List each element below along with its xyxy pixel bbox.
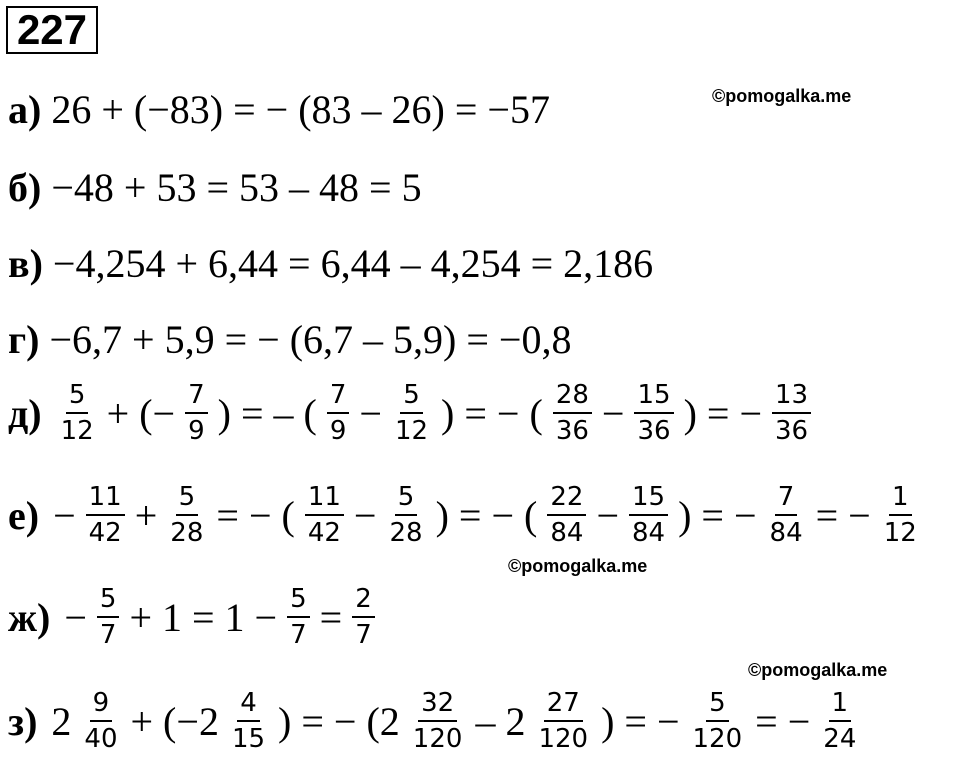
equation-z: з) 2 $\frac{9}{40}$ + (−2 $\frac{4}{15}$ ) = − (2 $\frac{32}{120}$ – 2 $\frac{27}{120}$ ) = − $\frac{5}{120}$ = − $\frac{1}{24}$ <box>8 688 865 754</box>
label-d: д) <box>8 390 42 436</box>
fraction: $\frac{11}{42}$ <box>86 482 125 548</box>
fraction: $\frac{5}{12}$ <box>60 380 94 446</box>
fraction: $\frac{1}{24}$ <box>823 688 857 754</box>
fraction: $\frac{27}{120}$ <box>538 688 589 754</box>
equation-g <box>8 316 571 363</box>
fraction: $\frac{1}{12}$ <box>883 482 917 548</box>
label-g: г) <box>8 317 40 362</box>
label-e: е) <box>8 492 40 538</box>
expr-a: 26 + (−83) = − (83 – 26) = −57 <box>51 87 550 132</box>
fraction: $\frac{9}{40}$ <box>84 688 118 754</box>
fraction: $\frac{13}{36}$ <box>772 380 811 446</box>
fraction: $\frac{2}{7}$ <box>352 584 375 650</box>
fraction: $\frac{5}{28}$ <box>389 482 423 548</box>
fraction: $\frac{22}{84}$ <box>547 482 586 548</box>
fraction: $\frac{5}{7}$ <box>97 584 120 650</box>
label-zh: ж) <box>8 594 51 640</box>
fraction: $\frac{7}{9}$ <box>327 380 350 446</box>
fraction: $\frac{4}{15}$ <box>231 688 266 754</box>
fraction: $\frac{11}{42}$ <box>305 482 344 548</box>
expr-g: −6,7 + 5,9 = − (6,7 – 5,9) = −0,8 <box>49 317 572 362</box>
watermark: ©pomogalka.me <box>508 556 648 576</box>
watermark: ©pomogalka.me <box>748 660 888 680</box>
label-v: в) <box>8 241 43 286</box>
fraction: $\frac{5}{12}$ <box>394 380 429 446</box>
equation-zh: ж) − $\frac{5}{7}$ + 1 = 1 − $\frac{5}{7}$ = $\frac{2}{7}$ <box>8 584 381 650</box>
equation-e: е) − $\frac{11}{42}$ + $\frac{5}{28}$ = − ( $\frac{11}{42}$ − $\frac{5}{28}$ ) = − ( $\frac{22}{84}$ − $\frac{15}{84}$ ) = − $\frac{7}{84}$ = − $\frac{1}{12}$ <box>8 482 926 548</box>
equation-d: д) $\frac{5}{12}$ + (− $\frac{7}{9}$ ) = – ( $\frac{7}{9}$ − $\frac{5}{12}$ ) = − ( $\frac{28}{36}$ − $\frac{15}{36}$ ) = − $\frac{13}{36}$ <box>8 380 817 446</box>
fraction: $\frac{28}{36}$ <box>553 380 592 446</box>
equation-b <box>8 164 422 211</box>
equation-a <box>8 86 550 133</box>
fraction: $\frac{7}{9}$ <box>185 380 208 446</box>
fraction: $\frac{7}{84}$ <box>769 482 803 548</box>
fraction: $\frac{5}{7}$ <box>287 584 310 650</box>
fraction: $\frac{15}{36}$ <box>634 380 673 446</box>
equation-v <box>8 240 653 287</box>
expr-v: −4,254 + 6,44 = 6,44 – 4,254 = 2,186 <box>52 241 654 286</box>
fraction: $\frac{32}{120}$ <box>412 688 463 754</box>
label-z: з) <box>8 698 38 744</box>
fraction: $\frac{15}{84}$ <box>629 482 668 548</box>
fraction: $\frac{5}{28}$ <box>170 482 204 548</box>
problem-number: 227 <box>6 6 98 54</box>
fraction: $\frac{5}{120}$ <box>692 688 743 754</box>
label-b: б) <box>8 165 42 210</box>
watermark: ©pomogalka.me <box>712 86 852 106</box>
label-a: а) <box>8 87 42 132</box>
expr-b: −48 + 53 = 53 – 48 = 5 <box>51 165 422 210</box>
